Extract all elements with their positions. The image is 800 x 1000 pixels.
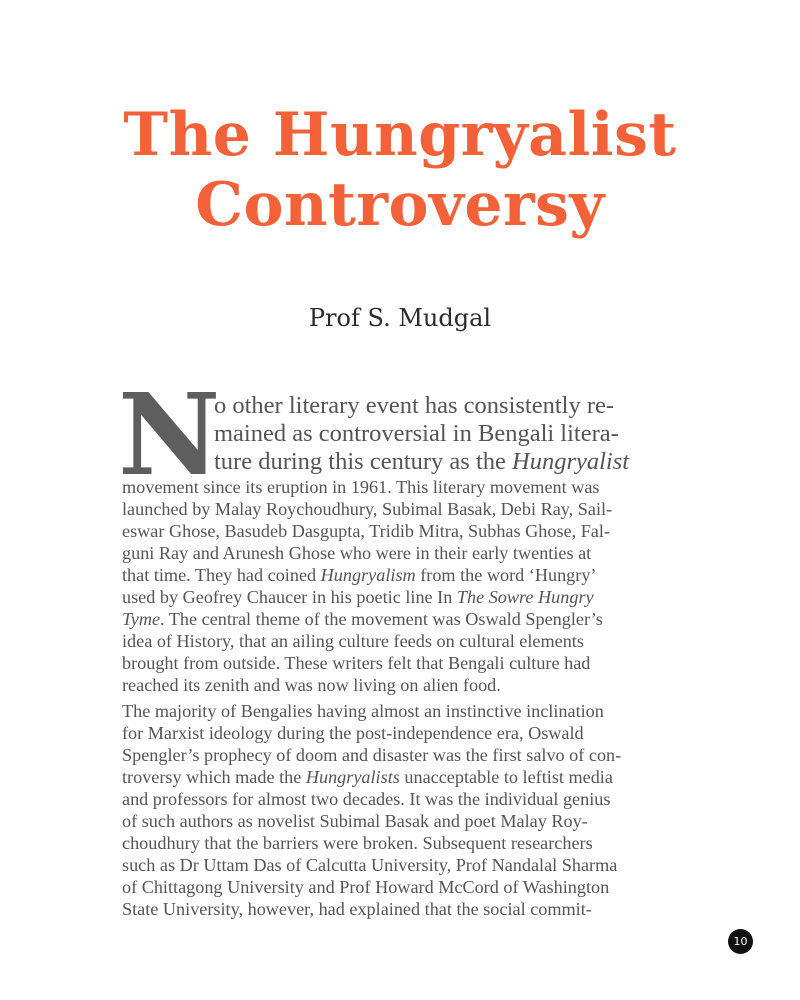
text-line: The majority of Bengalies having almost an instinctive inclination: [122, 701, 604, 721]
text-line: guni Ray and Arunesh Ghose who were in their early twenties at: [122, 543, 592, 563]
text-line: State University, however, had explained that the social commit-: [122, 899, 592, 919]
italic-term: Hungryalist: [512, 448, 630, 475]
italic-term: Hungryalism: [320, 565, 416, 585]
paragraph-2: [122, 700, 672, 920]
italic-term: The Sowre Hungry: [456, 587, 594, 607]
text-line: choudhury that the barriers were broken. Subsequent researchers: [122, 833, 593, 853]
text-fragment: . The central theme of the movement was Oswald Spengler’s: [160, 609, 603, 629]
text-line: [122, 766, 672, 788]
text-line: [122, 564, 672, 586]
text-fragment: troversy which made the: [122, 767, 306, 787]
text-line: such as Dr Uttam Das of Calcutta University, Prof Nandalal Sharma: [122, 855, 618, 875]
text-fragment: ture during this century as the: [214, 448, 513, 475]
author-byline: Prof S. Mudgal: [308, 304, 492, 332]
title-line-2: Controversy: [195, 170, 605, 240]
text-line: brought from outside. These writers felt that Bengali culture had: [122, 653, 591, 673]
text-line: and professors for almost two decades. It was the individual genius: [122, 789, 611, 809]
text-line: [122, 608, 672, 630]
text-fragment: used by Geofrey Chaucer in his poetic line In: [122, 587, 457, 607]
text-line: of Chittagong University and Prof Howard McCord of Washington: [122, 877, 610, 897]
text-line: movement since its eruption in 1961. This literary movement was: [122, 477, 600, 497]
italic-term: Hungryalists: [305, 767, 400, 787]
page-number-badge: 10: [728, 929, 753, 954]
text-line: for Marxist ideology during the post-independence era, Oswald: [122, 723, 584, 743]
text-fragment: from the word ‘Hungry’: [415, 565, 597, 585]
text-line: launched by Malay Roychoudhury, Subimal Basak, Debi Ray, Sail-: [122, 499, 613, 519]
text-line: mained as controversial in Bengali litera-: [214, 420, 619, 447]
text-line: reached its zenith and was now living on alien food.: [122, 675, 501, 695]
text-line: o other literary event has consistently re-: [214, 392, 615, 419]
article-title: [0, 100, 800, 240]
text-line: Spengler’s prophecy of doom and disaster was the first salvo of con-: [122, 745, 622, 765]
italic-term: Tyme: [122, 609, 161, 629]
text-line: [122, 586, 672, 608]
text-fragment: unacceptable to leftist media: [399, 767, 613, 787]
text-fragment: that time. They had coined: [122, 565, 321, 585]
text-line: of such authors as novelist Subimal Basak and poet Malay Roy-: [122, 811, 588, 831]
article-body: [118, 370, 672, 920]
drop-cap: N: [118, 370, 221, 501]
title-line-1: The Hungryalist: [123, 100, 677, 170]
text-line: idea of History, that an ailing culture feeds on cultural elements: [122, 631, 584, 651]
text-line: eswar Ghose, Basudeb Dasgupta, Tridib Mitra, Subhas Ghose, Fal-: [122, 521, 610, 541]
